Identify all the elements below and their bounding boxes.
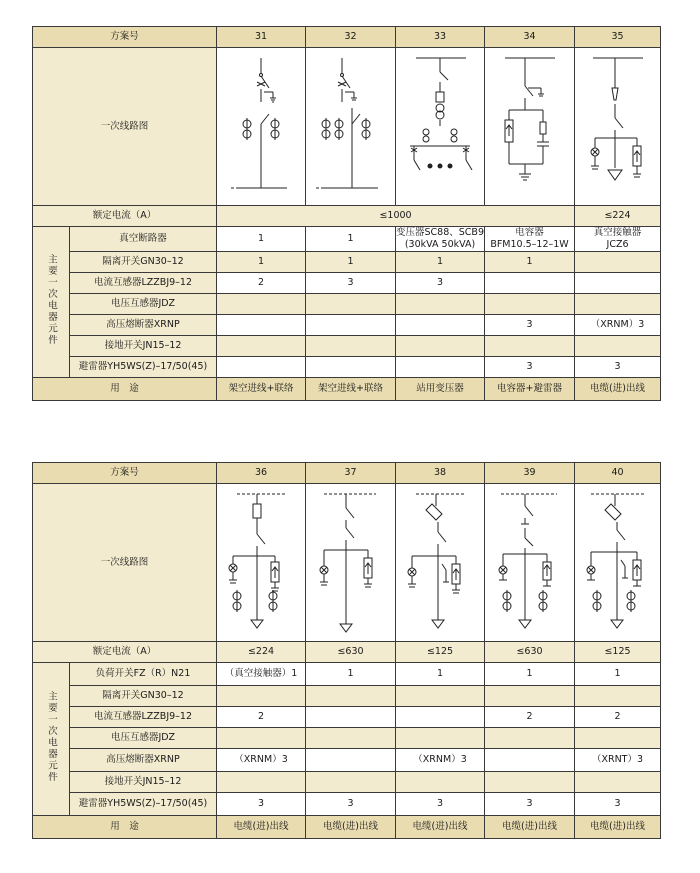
circuit-diagram-34 <box>485 48 575 206</box>
scheme-number: 40 <box>575 463 661 484</box>
scheme-number: 35 <box>575 27 661 48</box>
component-cell <box>575 686 661 707</box>
component-cell <box>306 749 396 772</box>
component-cell <box>396 315 485 336</box>
circuit-diagram-36 <box>217 484 306 642</box>
component-cell <box>485 749 575 772</box>
component-cell <box>217 728 306 749</box>
component-cell <box>575 294 661 315</box>
circuit-diagram-37 <box>306 484 396 642</box>
component-cell <box>396 336 485 357</box>
usage-label: 用 途 <box>33 378 217 401</box>
usage-label: 用 途 <box>33 816 217 839</box>
component-cell: 1 <box>306 663 396 686</box>
component-name: 高压熔断器XRNP <box>70 315 217 336</box>
group-label-text: 主要一次电器元件 <box>46 691 57 783</box>
circuit-diagram-35 <box>575 48 661 206</box>
component-cell <box>396 728 485 749</box>
component-cell: 1 <box>217 227 306 252</box>
component-cell <box>396 686 485 707</box>
usage-cell: 电缆(进)出线 <box>575 816 661 839</box>
component-cell <box>575 273 661 294</box>
component-cell <box>575 336 661 357</box>
component-cell <box>485 772 575 793</box>
circuit-diagram-39 <box>485 484 575 642</box>
component-cell <box>485 273 575 294</box>
component-cell: 3 <box>485 315 575 336</box>
usage-cell: 电缆(进)出线 <box>217 816 306 839</box>
component-name: 电流互感器LZZBJ9–12 <box>70 707 217 728</box>
component-cell: 1 <box>396 252 485 273</box>
component-cell <box>485 294 575 315</box>
component-cell: 2 <box>485 707 575 728</box>
component-cell: 3 <box>575 793 661 816</box>
component-cell: 3 <box>575 357 661 378</box>
component-name: 接地开关JN15–12 <box>70 336 217 357</box>
component-name: 电压互感器JDZ <box>70 294 217 315</box>
component-cell <box>485 686 575 707</box>
component-cell: （XRNM）3 <box>217 749 306 772</box>
component-cell: 2 <box>217 273 306 294</box>
component-cell: 3 <box>485 793 575 816</box>
scheme-number: 37 <box>306 463 396 484</box>
diagram-label: 一次线路图 <box>33 484 217 642</box>
component-cell <box>306 357 396 378</box>
circuit-diagram-31 <box>217 48 306 206</box>
component-cell <box>396 772 485 793</box>
component-cell <box>485 728 575 749</box>
component-name: 隔离开关GN30–12 <box>70 252 217 273</box>
component-name: 真空断路器 <box>70 227 217 252</box>
component-cell: （XRNT）3 <box>575 749 661 772</box>
component-cell <box>306 336 396 357</box>
component-cell <box>306 707 396 728</box>
component-group-label <box>33 227 70 378</box>
component-name: 隔离开关GN30–12 <box>70 686 217 707</box>
component-name: 避雷器YH5WS(Z)–17/50(45) <box>70 793 217 816</box>
scheme-number: 34 <box>485 27 575 48</box>
circuit-diagram-40 <box>575 484 661 642</box>
component-cell: 1 <box>306 252 396 273</box>
usage-cell: 电缆(进)出线 <box>396 816 485 839</box>
component-cell <box>217 315 306 336</box>
component-cell: 真空接触器 JCZ6 <box>575 227 661 252</box>
rated-current-value: ≤125 <box>575 642 661 663</box>
rated-current-label: 额定电流（A） <box>33 206 217 227</box>
component-cell <box>306 728 396 749</box>
rated-current-value: ≤224 <box>575 206 661 227</box>
usage-cell: 电缆(进)出线 <box>306 816 396 839</box>
component-cell: 变压器SC88、SCB9 (30kVA 50kVA) <box>396 227 484 250</box>
usage-cell: 站用变压器 <box>396 378 485 401</box>
rated-current-label: 额定电流（A） <box>33 642 217 663</box>
component-cell <box>217 336 306 357</box>
scheme-number: 31 <box>217 27 306 48</box>
component-group-label <box>33 663 70 816</box>
component-cell: 2 <box>217 707 306 728</box>
usage-cell: 架空进线+联络 <box>306 378 396 401</box>
component-name: 电压互感器JDZ <box>70 728 217 749</box>
scheme-number: 33 <box>396 27 485 48</box>
rated-current-value: ≤125 <box>396 642 485 663</box>
component-cell: 3 <box>396 273 485 294</box>
component-cell: 3 <box>485 357 575 378</box>
component-cell: （XRNM）3 <box>575 315 661 336</box>
circuit-diagram-33 <box>396 48 485 206</box>
component-cell <box>485 336 575 357</box>
component-cell: 1 <box>217 252 306 273</box>
rated-current-value: ≤1000 <box>217 206 575 227</box>
component-cell <box>217 357 306 378</box>
rated-current-value: ≤224 <box>217 642 306 663</box>
component-cell: 1 <box>575 663 661 686</box>
scheme-number: 39 <box>485 463 575 484</box>
usage-cell: 电容器+避雷器 <box>485 378 575 401</box>
component-cell <box>306 294 396 315</box>
component-name: 高压熔断器XRNP <box>70 749 217 772</box>
component-cell: 2 <box>575 707 661 728</box>
component-name: 避雷器YH5WS(Z)–17/50(45) <box>70 357 217 378</box>
component-cell <box>217 686 306 707</box>
component-cell: 电容器 BFM10.5–12–1W <box>485 227 575 252</box>
component-cell: 3 <box>396 793 485 816</box>
component-cell: 3 <box>217 793 306 816</box>
scheme-number: 32 <box>306 27 396 48</box>
circuit-diagram-32 <box>306 48 396 206</box>
scheme-number: 36 <box>217 463 306 484</box>
component-cell <box>306 315 396 336</box>
component-cell <box>396 357 485 378</box>
component-cell <box>217 772 306 793</box>
component-name: 电流互感器LZZBJ9–12 <box>70 273 217 294</box>
component-cell: 1 <box>306 227 396 252</box>
diagram-label: 一次线路图 <box>33 48 217 206</box>
rated-current-value: ≤630 <box>485 642 575 663</box>
component-name: 负荷开关FZ（R）N21 <box>70 663 217 686</box>
component-cell: （XRNM）3 <box>396 749 485 772</box>
circuit-diagram-38 <box>396 484 485 642</box>
scheme-number-label: 方案号 <box>33 27 217 48</box>
component-cell <box>306 686 396 707</box>
usage-cell: 架空进线+联络 <box>217 378 306 401</box>
scheme-table-31-35 <box>32 26 661 401</box>
rated-current-value: ≤630 <box>306 642 396 663</box>
component-cell: 3 <box>306 273 396 294</box>
component-cell <box>217 294 306 315</box>
group-label-text: 主要一次电器元件 <box>46 254 57 346</box>
component-cell <box>396 707 485 728</box>
component-cell <box>575 728 661 749</box>
scheme-number-label: 方案号 <box>33 463 217 484</box>
component-cell <box>575 772 661 793</box>
component-cell: （真空接触器）1 <box>217 663 306 686</box>
component-cell <box>306 772 396 793</box>
scheme-number: 38 <box>396 463 485 484</box>
component-cell: 1 <box>485 252 575 273</box>
component-name: 接地开关JN15–12 <box>70 772 217 793</box>
usage-cell: 电缆(进)出线 <box>575 378 661 401</box>
usage-cell: 电缆(进)出线 <box>485 816 575 839</box>
component-cell: 1 <box>485 663 575 686</box>
component-cell: 3 <box>306 793 396 816</box>
component-cell <box>575 252 661 273</box>
component-cell: 1 <box>396 663 485 686</box>
scheme-table-36-40 <box>32 462 661 839</box>
component-cell <box>396 294 485 315</box>
